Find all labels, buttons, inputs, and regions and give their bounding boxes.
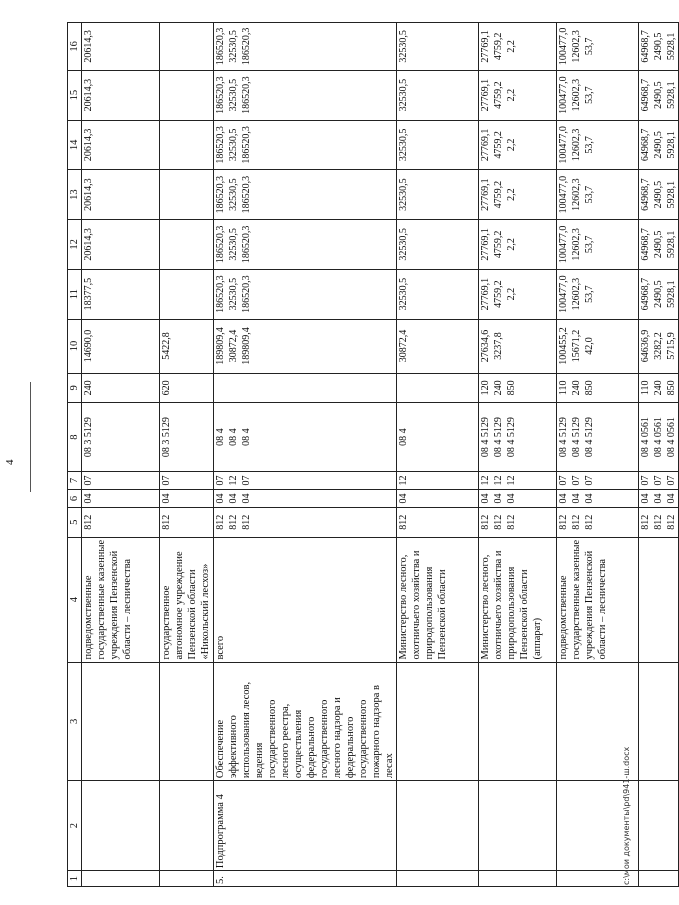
table-cell: 5. (214, 871, 397, 887)
table-cell: 812 (82, 507, 160, 537)
table-cell: 08 4 (397, 403, 479, 472)
table-cell: 08 4 08 4 08 4 (214, 403, 397, 472)
col-num: 9 (68, 373, 82, 403)
table-cell (397, 871, 479, 887)
table-cell: 5422,8 (160, 319, 214, 373)
col-num: 4 (68, 537, 82, 662)
table-cell: государственное автономное учреждение Пензенской области «Никольский лесхоз» (160, 537, 214, 662)
table-cell: 110 240 850 (639, 373, 679, 403)
table-cell: 100477,0 12602,3 53,7 (557, 120, 639, 170)
table-cell: 620 (160, 373, 214, 403)
table-cell: 12 12 12 (479, 471, 557, 489)
table-cell: 32530,5 (397, 70, 479, 120)
table-cell (397, 373, 479, 403)
table-cell: 110 240 850 (557, 373, 639, 403)
table-cell (160, 170, 214, 220)
table-cell: 27769,1 4759,2 2,2 (479, 23, 557, 71)
table-cell (160, 269, 214, 319)
table-cell: 100455,2 15671,2 42,0 (557, 319, 639, 373)
table-cell: 20614,3 (82, 220, 160, 270)
table-cell: 08 3 5129 (82, 403, 160, 472)
col-num: 3 (68, 662, 82, 781)
table-row (214, 23, 397, 887)
table-cell (397, 781, 479, 871)
table-cell: 04 (160, 489, 214, 507)
table-cell: 32530,5 (397, 220, 479, 270)
table-cell: 64968,7 2490,5 5928,1 (639, 120, 679, 170)
table-cell: 812 (160, 507, 214, 537)
table-cell: 07 07 07 (639, 471, 679, 489)
table-row (397, 23, 479, 887)
table-cell: всего (214, 537, 397, 662)
col-num: 16 (68, 23, 82, 71)
table-cell: 120 240 850 (479, 373, 557, 403)
col-num: 11 (68, 269, 82, 319)
table-cell (214, 373, 397, 403)
col-num: 12 (68, 220, 82, 270)
table-cell: 812 (397, 507, 479, 537)
table-row (479, 23, 557, 887)
table-cell: 186520,3 32530,5 186520,3 (214, 70, 397, 120)
table-cell: 27769,1 4759,2 2,2 (479, 269, 557, 319)
table-cell: 12 (397, 471, 479, 489)
col-num: 5 (68, 507, 82, 537)
table-cell: 07 07 07 (557, 471, 639, 489)
table-cell: 186520,3 32530,5 186520,3 (214, 170, 397, 220)
table-cell: 32530,5 (397, 23, 479, 71)
table-cell: Министерство лесного, охотничьего хозяйства и природопользования Пензенской области (397, 537, 479, 662)
table-row (160, 23, 214, 887)
table-cell: 07 (82, 471, 160, 489)
table-cell (160, 662, 214, 781)
table-cell (639, 781, 679, 871)
table-cell (639, 871, 679, 887)
col-num: 14 (68, 120, 82, 170)
page-number: 4 (4, 459, 16, 465)
table-cell: 04 (82, 489, 160, 507)
separator-line (30, 382, 31, 492)
table-cell: 20614,3 (82, 120, 160, 170)
table-cell: 20614,3 (82, 23, 160, 71)
col-num: 7 (68, 471, 82, 489)
table-cell (82, 871, 160, 887)
table-cell: 18377,5 (82, 269, 160, 319)
table-cell: 100477,0 12602,3 53,7 (557, 220, 639, 270)
table-cell (160, 23, 214, 71)
table-row (639, 23, 679, 887)
table-cell: 812 812 812 (214, 507, 397, 537)
table-cell: 20614,3 (82, 170, 160, 220)
table-cell: Министерство лесного, охотничьего хозяйства и природопользования Пензенской области (аппарат) (479, 537, 557, 662)
table-cell: 64968,7 2490,5 5928,1 (639, 70, 679, 120)
table-cell: 812 812 812 (639, 507, 679, 537)
table-cell (160, 70, 214, 120)
col-num: 15 (68, 70, 82, 120)
table-cell: 64968,7 2490,5 5928,1 (639, 269, 679, 319)
table-cell: 07 12 07 (214, 471, 397, 489)
table-cell: 240 (82, 373, 160, 403)
table-cell: Обеспечение эффективного использования лесов, ведения государственного лесного реестра, осуществления федерального государственного лесного надзора и федерального государственного пожарного надзора в лесах (214, 662, 397, 781)
table-cell: 64968,7 2490,5 5928,1 (639, 23, 679, 71)
table-cell: 04 04 04 (639, 489, 679, 507)
budget-table (67, 22, 679, 887)
col-num: 10 (68, 319, 82, 373)
table-cell (160, 220, 214, 270)
table-cell: 186520,3 32530,5 186520,3 (214, 220, 397, 270)
table-cell: 07 (160, 471, 214, 489)
table-cell: 100477,0 12602,3 53,7 (557, 269, 639, 319)
table-cell (160, 781, 214, 871)
table-cell: 08 4 5129 08 4 5129 08 4 5129 (557, 403, 639, 472)
table-cell: 20614,3 (82, 70, 160, 120)
table-cell: 186520,3 32530,5 186520,3 (214, 269, 397, 319)
col-num: 8 (68, 403, 82, 472)
file-path-footer: с:\мои документы\рd\941-ш.docx (622, 746, 631, 885)
table-cell: 189809,4 30872,4 189809,4 (214, 319, 397, 373)
table-cell: 04 (397, 489, 479, 507)
table-cell: 04 04 04 (557, 489, 639, 507)
table-cell: 186520,3 32530,5 186520,3 (214, 120, 397, 170)
table-cell: 100477,0 12602,3 53,7 (557, 70, 639, 120)
table-cell: 64968,7 2490,5 5928,1 (639, 220, 679, 270)
table-cell: подведомственные государственные казенные учреждения Пензенской области – лесничества (557, 537, 639, 662)
table-cell (479, 662, 557, 781)
table-cell: 08 4 0561 08 4 0561 08 4 0561 (639, 403, 679, 472)
table-cell: 08 4 5129 08 4 5129 08 4 5129 (479, 403, 557, 472)
table-cell: 27769,1 4759,2 2,2 (479, 170, 557, 220)
table-cell (639, 662, 679, 781)
table-cell: 08 3 5129 (160, 403, 214, 472)
table-cell: 812 812 812 (479, 507, 557, 537)
table-cell: 32530,5 (397, 170, 479, 220)
table-cell: 14690,0 (82, 319, 160, 373)
col-num: 6 (68, 489, 82, 507)
col-num: 2 (68, 781, 82, 871)
table-cell: 32530,5 (397, 120, 479, 170)
table-cell: 64636,9 3282,2 5715,9 (639, 319, 679, 373)
col-num: 13 (68, 170, 82, 220)
table-cell: 64968,7 2490,5 5928,1 (639, 170, 679, 220)
table-cell: 100477,0 12602,3 53,7 (557, 23, 639, 71)
table-cell: 30872,4 (397, 319, 479, 373)
table-cell: 27634,6 3237,8 (479, 319, 557, 373)
table-cell (82, 662, 160, 781)
table-cell: 32530,5 (397, 269, 479, 319)
table-cell (479, 871, 557, 887)
table-cell (160, 871, 214, 887)
table-cell: 04 04 04 (214, 489, 397, 507)
table-cell: 27769,1 4759,2 2,2 (479, 120, 557, 170)
table-cell (639, 537, 679, 662)
table-cell: 04 04 04 (479, 489, 557, 507)
table-cell (479, 781, 557, 871)
table-row (82, 23, 160, 887)
table-cell: Подпрограмма 4 (214, 781, 397, 871)
table-cell: 812 812 812 (557, 507, 639, 537)
table-cell: 27769,1 4759,2 2,2 (479, 70, 557, 120)
table-cell: 100477,0 12602,3 53,7 (557, 170, 639, 220)
table-cell: подведомственные государственные казенные учреждения Пензенской области – лесничества (82, 537, 160, 662)
table-cell: 186520,3 32530,5 186520,3 (214, 23, 397, 71)
table-cell (82, 781, 160, 871)
table-cell (397, 662, 479, 781)
table-cell (160, 120, 214, 170)
column-number-row (68, 23, 82, 887)
col-num: 1 (68, 871, 82, 887)
table-cell: 27769,1 4759,2 2,2 (479, 220, 557, 270)
